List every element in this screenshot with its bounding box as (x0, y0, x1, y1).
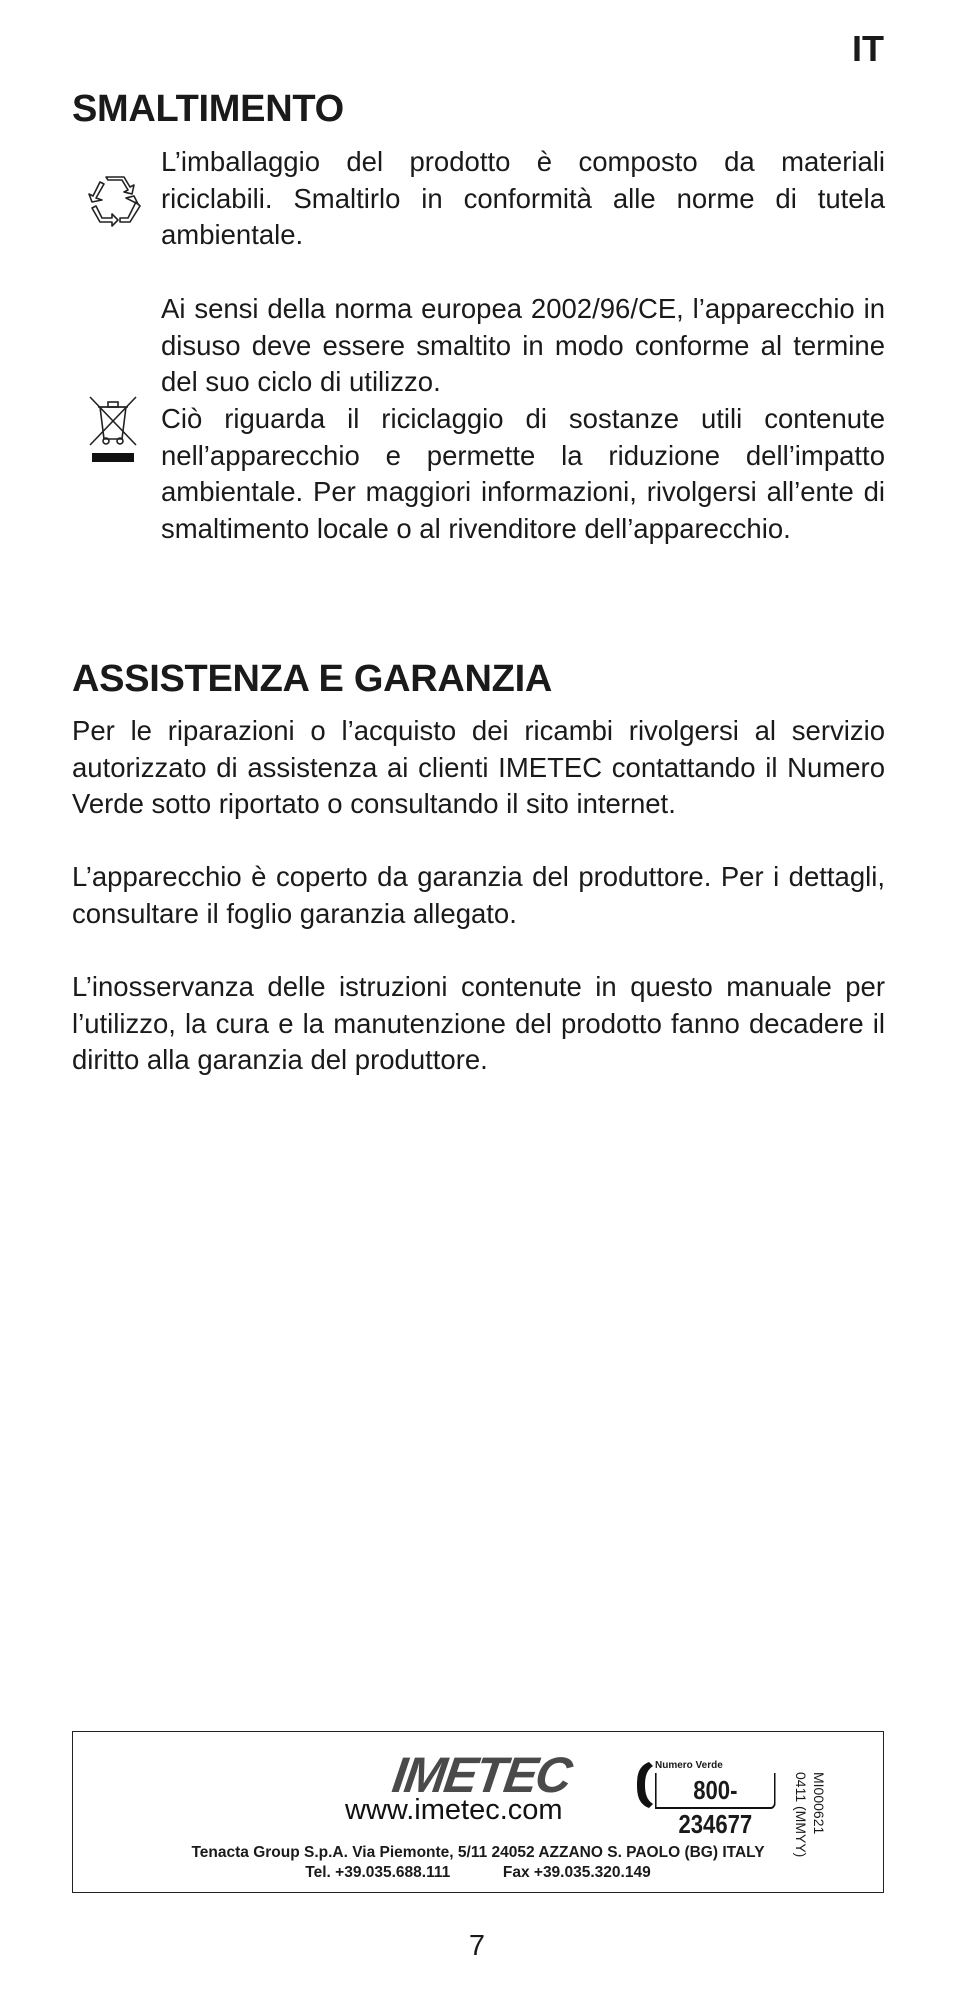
section-title-assistenza: ASSISTENZA E GARANZIA (72, 658, 552, 700)
assistenza-paragraph-3: L’inosservanza delle istruzioni contenute in questo manuale per l’utilizzo, la cura e la manutenzione del prodotto fanno decadere il diritto alla garanzia del produttore. (72, 971, 885, 1075)
phone-handset-icon (633, 1760, 655, 1810)
imetec-logo: IMETEC (389, 1747, 574, 1803)
page-number: 7 (468, 1930, 486, 1962)
language-label: IT (852, 28, 884, 69)
phone-number: 800-234677 (655, 1773, 776, 1809)
assistenza-paragraph-1: Per le riparazioni o l’acquisto dei ricambi rivolgersi al servizio autorizzato di assistenza ai clienti IMETEC contattando il Numero Verde sotto riportato o consultando il sito internet. (72, 715, 885, 819)
document-code: MI000621 0411 (MMYY) (793, 1772, 827, 1858)
assistenza-paragraph-2: L’apparecchio è coperto da garanzia del produttore. Per i dettagli, consultare il foglio garanzia allegato. (72, 861, 885, 929)
smaltimento-paragraph-3: Ciò riguarda il riciclaggio di sostanze utili contenute nell’apparecchio e permette la riduzione dell’impatto ambientale. Per maggiori informazioni, rivolgersi all’ente di smaltimento locale o al rivenditore dell’apparecchio. (161, 403, 885, 544)
company-fax: Fax +39.035.320.149 (502, 1864, 651, 1881)
website-link[interactable]: www.imetec.com (345, 1794, 563, 1826)
company-phone-fax (73, 1864, 883, 1882)
crossed-bin-icon (86, 393, 140, 465)
recycle-icon (86, 172, 144, 230)
numero-verde-label: Numero Verde (655, 1760, 723, 1771)
company-tel: Tel. +39.035.688.111 (305, 1864, 451, 1881)
smaltimento-paragraph-2: Ai sensi della norma europea 2002/96/CE, l’apparecchio in disuso deve essere smaltito in modo conforme al termine del suo ciclo di utilizzo. (161, 293, 885, 397)
numero-verde-badge (633, 1760, 798, 1839)
company-address: Tenacta Group S.p.A. Via Piemonte, 5/11 24052 AZZANO S. PAOLO (BG) ITALY (191, 1844, 765, 1861)
footer-contact-box (72, 1731, 884, 1893)
section-title-smaltimento: SMALTIMENTO (72, 88, 344, 130)
smaltimento-paragraph-1: L’imballaggio del prodotto è composto da materiali riciclabili. Smaltirlo in conformità alle norme di tutela ambientale. (161, 146, 885, 250)
